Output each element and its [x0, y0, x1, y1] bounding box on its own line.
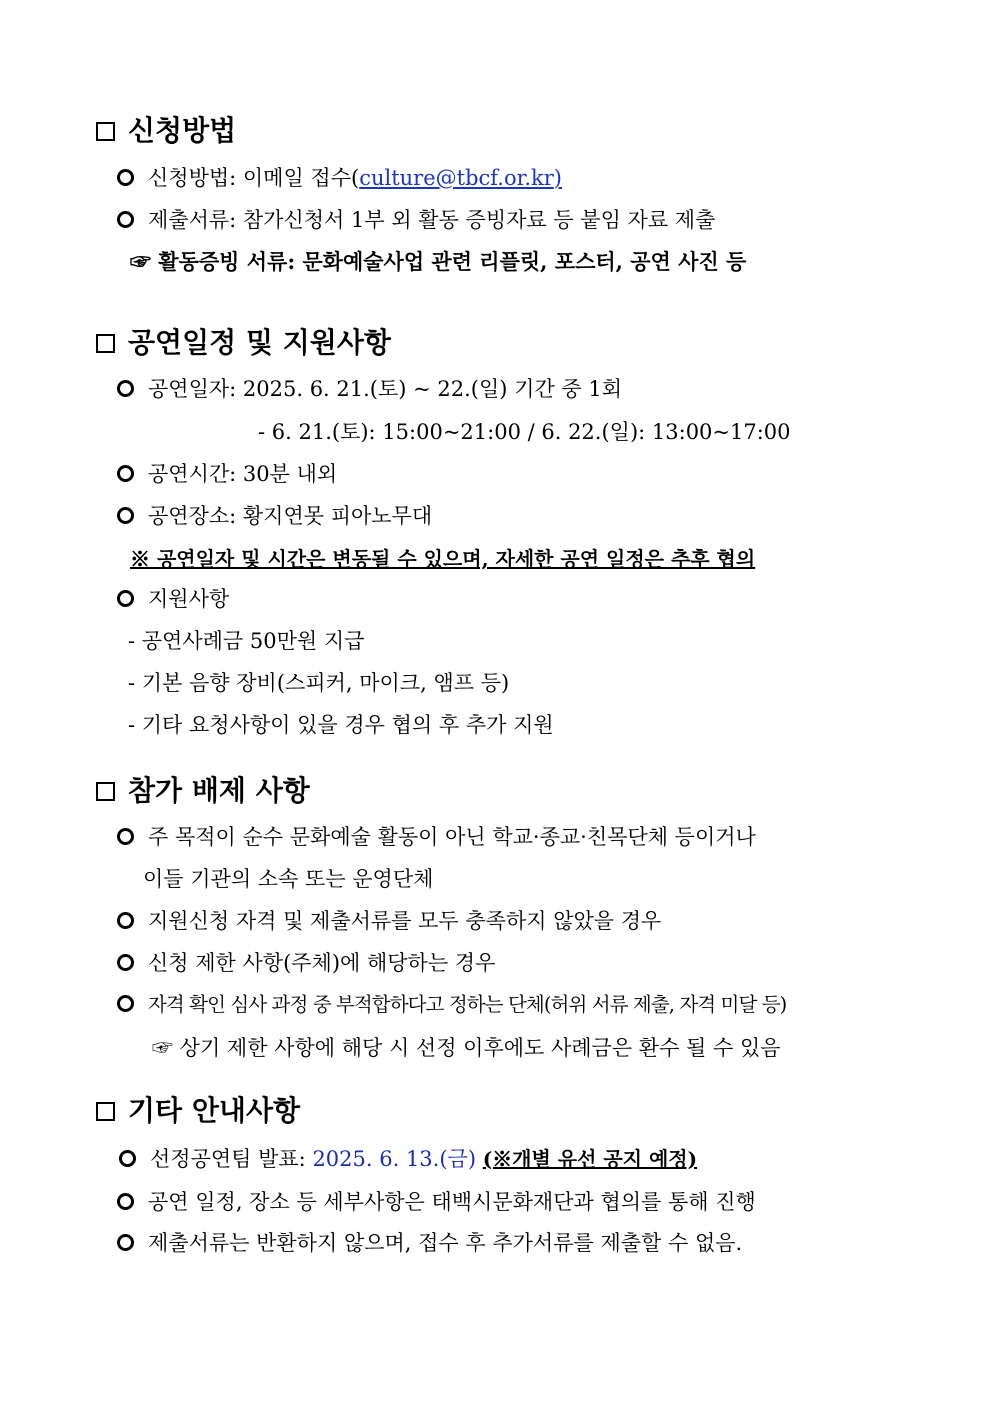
circle-bullet-icon	[117, 954, 134, 971]
circle-bullet-icon	[117, 995, 134, 1012]
support-item: - 공연사례금 50만원 지급	[128, 629, 365, 653]
circle-bullet-icon	[117, 507, 134, 524]
list-item-performance-place: 공연장소: 황지연못 피아노무대	[117, 502, 432, 530]
list-item-documents-not-returned: 제출서류는 반환하지 않으며, 접수 후 추가서류를 제출할 수 없음.	[117, 1229, 742, 1257]
schedule-change-warning: ※ 공연일자 및 시간은 변동될 수 있으며, 자세한 공연 일정은 추후 협의	[130, 547, 756, 571]
circle-bullet-icon	[117, 211, 134, 228]
list-item-submission-documents: 제출서류: 참가신청서 1부 외 활동 증빙자료 등 붙임 자료 제출	[117, 206, 715, 234]
list-item-exclusion-requirements: 지원신청 자격 및 제출서류를 모두 충족하지 않았을 경우	[117, 907, 661, 935]
checkbox-square-icon	[96, 782, 115, 801]
section-heading-exclusions: 참가 배제 사항	[96, 774, 310, 808]
checkbox-square-icon	[96, 334, 115, 353]
section-heading-other-info: 기타 안내사항	[96, 1094, 300, 1128]
performance-date-detail: - 6. 21.(토): 15:00~21:00 / 6. 22.(일): 13:00~17:00	[258, 420, 791, 444]
circle-bullet-icon	[117, 1234, 134, 1251]
list-item-support: 지원사항	[117, 585, 229, 613]
section-heading-schedule-support: 공연일정 및 지원사항	[96, 326, 391, 360]
note-refund: ☞ 상기 제한 사항에 해당 시 선정 이후에도 사례금은 환수 될 수 있음	[152, 1036, 781, 1060]
list-item-announcement: 선정공연팀 발표: 2025. 6. 13.(금) (※개별 유선 공지 예정)	[119, 1145, 697, 1173]
checkbox-square-icon	[96, 122, 115, 141]
list-item-performance-time: 공연시간: 30분 내외	[117, 460, 337, 488]
exclusion-purpose-continued: 이들 기관의 소속 또는 운영단체	[143, 867, 434, 891]
note-activity-proof: ☞ 활동증빙 서류: 문화예술사업 관련 리플릿, 포스터, 공연 사진 등	[130, 249, 747, 274]
list-item-application-method: 신청방법: 이메일 접수(culture@tbcf.or.kr)	[117, 164, 562, 192]
circle-bullet-icon	[119, 1150, 136, 1167]
list-item-exclusion-review: 자격 확인 심사 과정 중 부적합하다고 정하는 단체(허위 서류 제출, 자격 미달 등)	[117, 991, 786, 1019]
circle-bullet-icon	[117, 1193, 134, 1210]
circle-bullet-icon	[117, 169, 134, 186]
list-item-exclusion-purpose: 주 목적이 순수 문화예술 활동이 아닌 학교·종교·친목단체 등이거나	[117, 823, 756, 851]
circle-bullet-icon	[117, 912, 134, 929]
announcement-date: 2025. 6. 13.(금)	[312, 1147, 477, 1171]
list-item-schedule-details: 공연 일정, 장소 등 세부사항은 태백시문화재단과 협의를 통해 진행	[117, 1188, 756, 1216]
circle-bullet-icon	[117, 828, 134, 845]
circle-bullet-icon	[117, 380, 134, 397]
support-item: - 기본 음향 장비(스피커, 마이크, 앰프 등)	[128, 671, 510, 695]
checkbox-square-icon	[96, 1102, 115, 1121]
announcement-note: (※개별 유선 공지 예정)	[482, 1147, 698, 1171]
email-link[interactable]: culture@tbcf.or.kr	[359, 166, 554, 190]
circle-bullet-icon	[117, 590, 134, 607]
support-item: - 기타 요청사항이 있을 경우 협의 후 추가 지원	[128, 713, 554, 737]
section-heading-application-method: 신청방법	[96, 114, 236, 148]
circle-bullet-icon	[117, 465, 134, 482]
list-item-performance-date: 공연일자: 2025. 6. 21.(토) ~ 22.(일) 기간 중 1회	[117, 375, 622, 403]
list-item-exclusion-restrictions: 신청 제한 사항(주체)에 해당하는 경우	[117, 949, 495, 977]
